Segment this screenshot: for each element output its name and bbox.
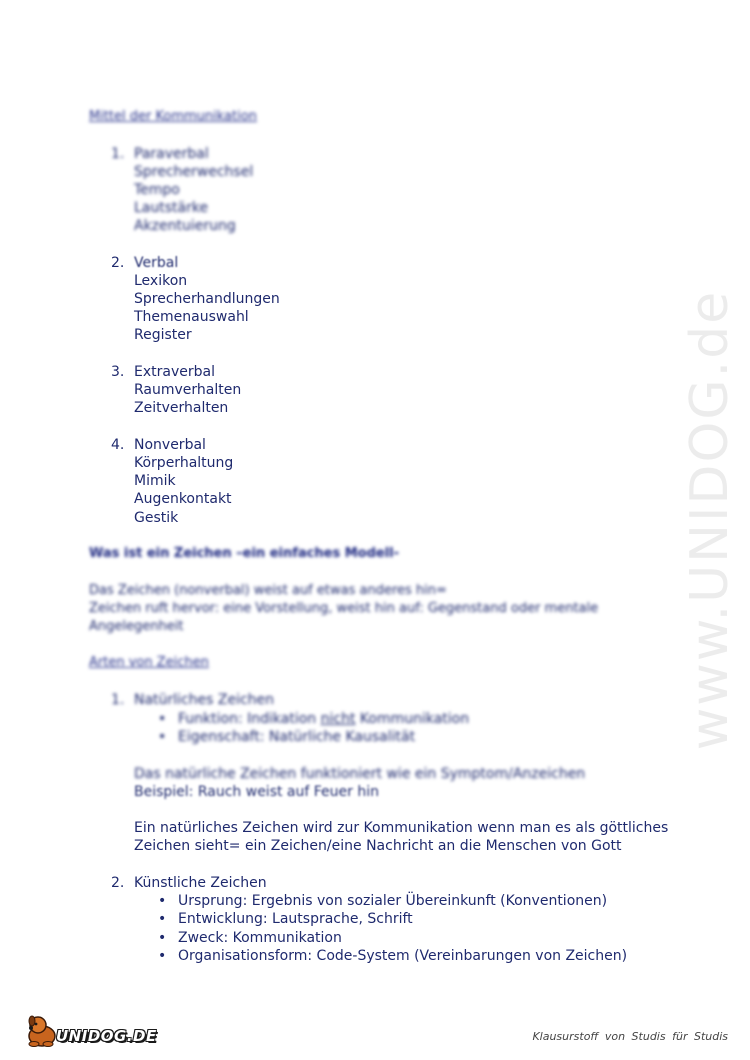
list-item: Tempo [134, 182, 180, 198]
list-item: Zeitverhalten [134, 400, 229, 416]
group-heading-verbal: Verbal [134, 255, 179, 271]
paragraph-line: Angelegenheit [89, 619, 184, 634]
list-item: Register [134, 327, 192, 343]
group-heading-kuenstlich: Künstliche Zeichen [134, 875, 267, 891]
bullet-list-kuenstlich [156, 892, 627, 965]
list-number: 2. [111, 255, 125, 271]
section-title-zeichen-modell: Was ist ein Zeichen –ein einfaches Modell- [89, 546, 400, 561]
group-heading-natuerlich: Natürliches Zeichen [134, 692, 275, 708]
paragraph-line: Ein natürliches Zeichen wird zur Kommunikation wenn man es als göttliches [134, 820, 669, 836]
logo-text: UNIDOG.DE [56, 1027, 157, 1045]
list-item: Lexikon [134, 273, 188, 289]
bullet-item: • Organisationsform: Code-System (Vereinbarungen von Zeichen) [156, 947, 627, 965]
paragraph-line: Das Zeichen (nonverbal) weist auf etwas anderes hin= [89, 583, 447, 598]
paragraph-line: Das natürliche Zeichen funktioniert wie ein Symptom/Anzeichen [134, 766, 586, 782]
list-item: Raumverhalten [134, 382, 242, 398]
list-number: 1. [111, 692, 125, 708]
list-item: Akzentuierung [134, 218, 236, 234]
bullet-item: • Eigenschaft: Natürliche Kausalität [156, 728, 469, 746]
group-heading-nonverbal: Nonverbal [134, 437, 206, 453]
section-title-arten: Arten von Zeichen [89, 655, 209, 670]
bullet-item: • Zweck: Kommunikation [156, 929, 627, 947]
paragraph-line: Beispiel: Rauch weist auf Feuer hin [134, 784, 379, 800]
section-title-mittel: Mittel der Kommunikation [89, 109, 257, 124]
list-number: 3. [111, 364, 125, 380]
bullet-item: • Funktion: Indikation nicht Kommunikation [156, 710, 469, 728]
list-item: Themenauswahl [134, 309, 249, 325]
list-item: Augenkontakt [134, 491, 232, 507]
paragraph-line: Zeichen sieht= ein Zeichen/eine Nachricht an die Menschen von Gott [134, 838, 622, 854]
list-number: 1. [111, 146, 125, 162]
bullet-list-natuerlich [156, 710, 469, 747]
group-heading-extraverbal: Extraverbal [134, 364, 215, 380]
list-number: 4. [111, 437, 125, 453]
bullet-item: • Ursprung: Ergebnis von sozialer Übereinkunft (Konventionen) [156, 892, 627, 910]
list-number: 2. [111, 875, 125, 891]
list-item: Mimik [134, 473, 176, 489]
watermark: www.UNIDOG.de [680, 289, 740, 751]
dog-icon [29, 1016, 55, 1047]
list-item: Lautstärke [134, 200, 209, 216]
list-item: Gestik [134, 510, 179, 526]
bullet-item: • Entwicklung: Lautsprache, Schrift [156, 910, 627, 928]
list-item: Sprecherhandlungen [134, 291, 280, 307]
list-item: Körperhaltung [134, 455, 234, 471]
paragraph-line: Zeichen ruft hervor: eine Vorstellung, weist hin auf: Gegenstand oder mentale [89, 601, 599, 616]
group-heading-paraverbal: Paraverbal [134, 146, 209, 162]
footer-tagline: Klausurstoff von Studis für Studis [532, 1030, 728, 1043]
list-item: Sprecherwechsel [134, 164, 254, 180]
